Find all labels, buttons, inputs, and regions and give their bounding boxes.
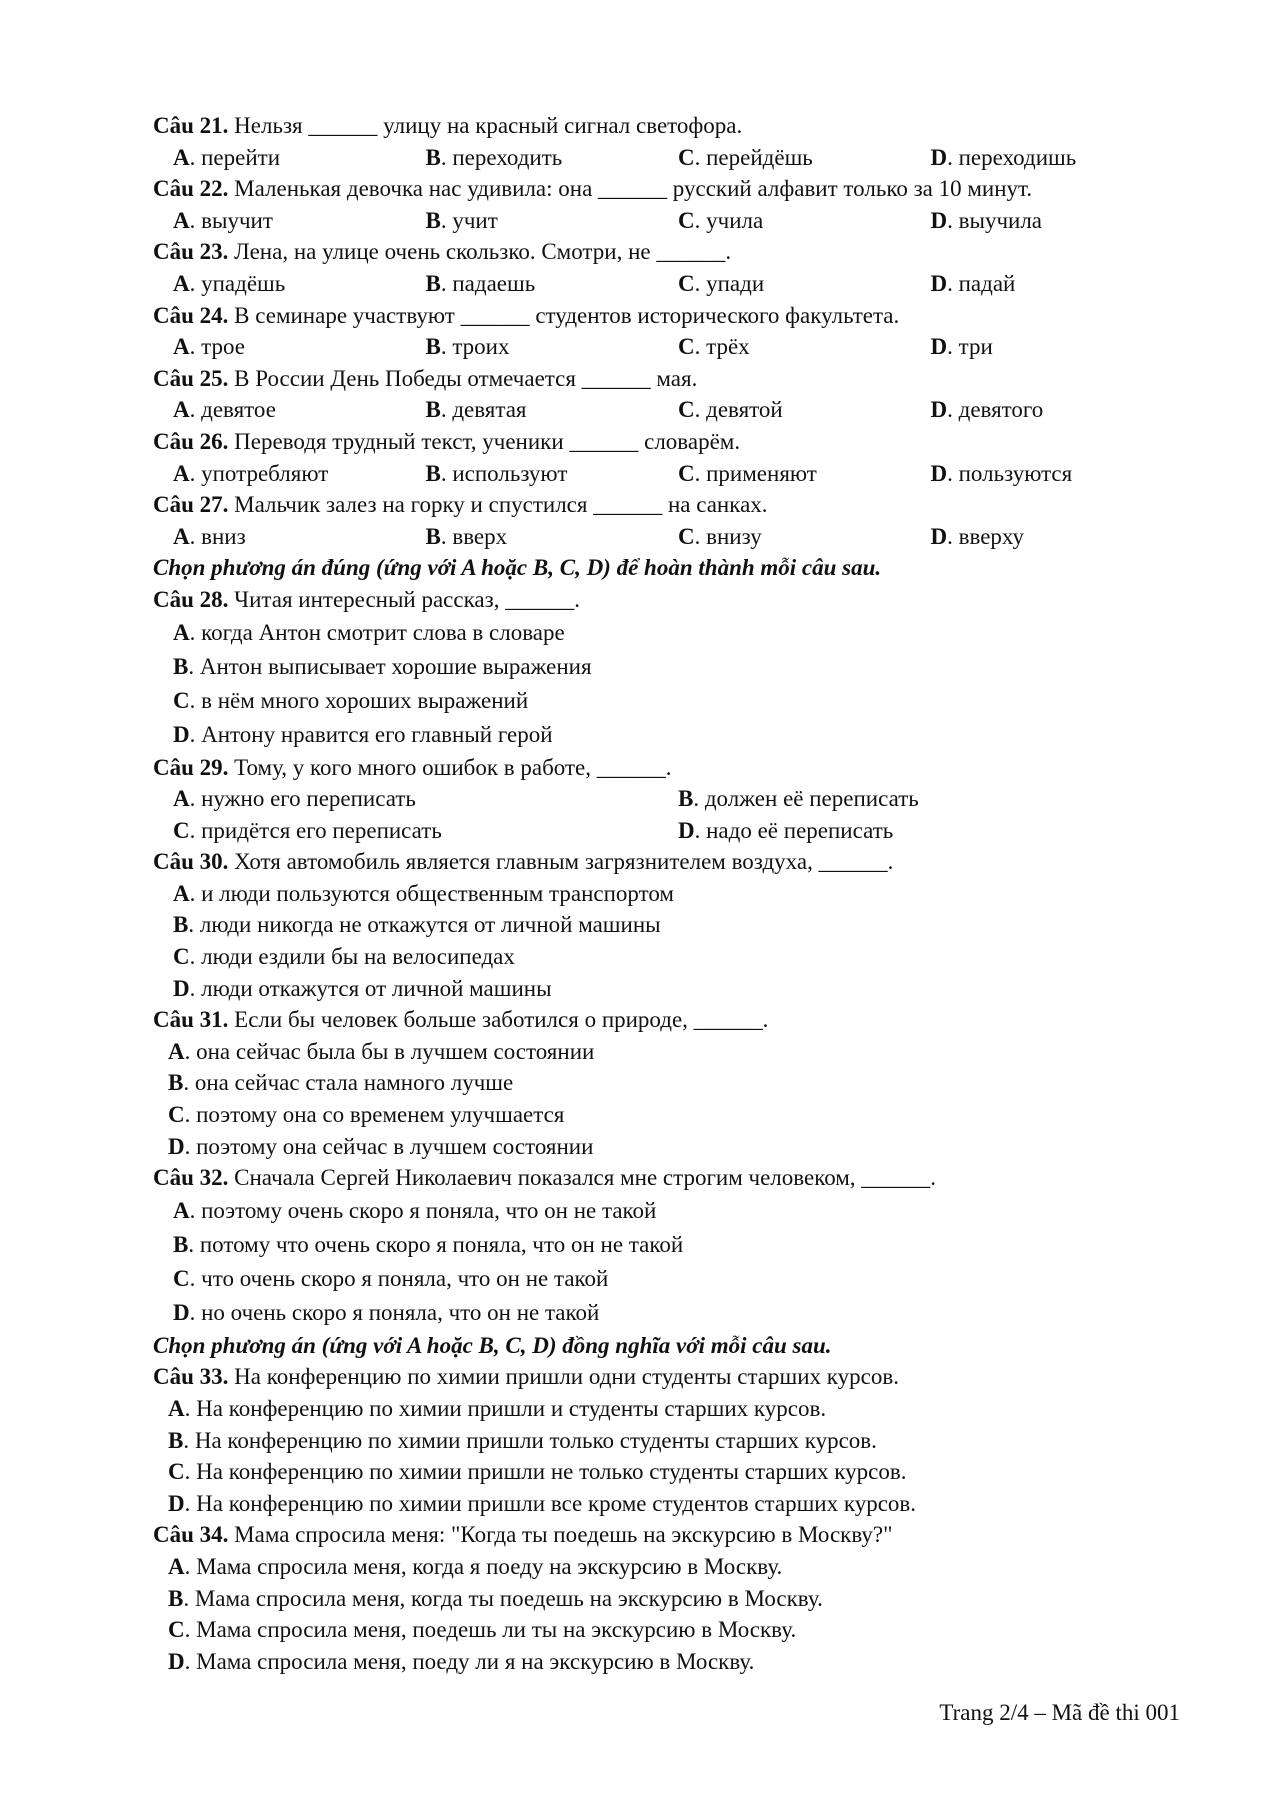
option-text: . учит <box>440 207 498 233</box>
question-text: Читая интересный рассказ, ______. <box>234 586 580 612</box>
options-row <box>153 650 1183 684</box>
option-letter: C <box>678 144 695 170</box>
answer-option <box>173 1198 656 1223</box>
option-text: . потому что очень скоро я поняла, что он не такой <box>188 1231 684 1257</box>
option-letter: C <box>678 460 695 486</box>
options-row <box>153 1583 1183 1615</box>
option-text: . должен её переписать <box>693 786 919 812</box>
question-text: Маленькая девочка нас удивила: она ______ русский алфавит только за 10 минут. <box>234 176 1033 202</box>
option-letter: C <box>168 1617 185 1643</box>
option-letter: C <box>173 1265 190 1291</box>
answer-option <box>678 205 931 237</box>
answer-option <box>678 394 931 426</box>
option-letter: A <box>173 207 190 233</box>
options-row <box>153 1262 1183 1296</box>
option-letter: A <box>168 1038 185 1064</box>
option-text: . Мама спросила меня, когда я поеду на экскурсию в Москву. <box>184 1553 783 1579</box>
options-row <box>153 941 1183 973</box>
options-row <box>153 815 1183 847</box>
option-letter: B <box>168 1585 184 1611</box>
option-letter: C <box>173 944 190 970</box>
question-number: Câu 32. <box>153 1165 229 1191</box>
option-text: . люди ездили бы на велосипедах <box>189 944 515 970</box>
question-number: Câu 31. <box>153 1007 229 1033</box>
question-stem <box>153 1004 1183 1036</box>
options-row <box>153 394 1183 426</box>
option-text: . она сейчас была бы в лучшем состоянии <box>184 1038 595 1064</box>
question-number: Câu 21. <box>153 113 229 138</box>
option-text: . вниз <box>189 523 246 549</box>
option-text: . Мама спросила меня, поедешь ли ты на экскурсию в Москву. <box>184 1617 797 1643</box>
option-text: . выучила <box>947 207 1042 233</box>
options-row <box>153 1488 1183 1520</box>
question-text: Если бы человек больше заботился о природе, ______. <box>234 1007 769 1033</box>
answer-option <box>168 1134 593 1159</box>
answer-option <box>173 944 515 969</box>
answer-option <box>168 1491 916 1516</box>
answer-option <box>426 331 679 363</box>
question-number: Câu 23. <box>153 239 229 265</box>
answer-option <box>678 142 931 174</box>
option-text: . внизу <box>694 523 762 549</box>
option-text: . надо её переписать <box>694 817 894 843</box>
option-text: . нужно его переписать <box>189 786 416 812</box>
option-text: . перейти <box>189 144 281 170</box>
page-footer: Trang 2/4 – Mã đề thi 001 <box>939 1700 1180 1725</box>
option-text: . учила <box>694 207 764 233</box>
option-text: . придётся его переписать <box>189 817 442 843</box>
option-letter: A <box>173 786 190 812</box>
option-letter: B <box>425 270 441 296</box>
option-letter: D <box>930 144 948 170</box>
option-letter: A <box>173 619 190 645</box>
question-text: В России День Победы отмечается ______ мая. <box>234 365 698 391</box>
answer-option <box>426 205 679 237</box>
answer-option <box>173 331 426 363</box>
option-letter: D <box>173 721 190 747</box>
answer-option <box>168 1554 782 1579</box>
answer-option <box>168 1428 877 1453</box>
option-letter: C <box>678 523 695 549</box>
options-row <box>153 1614 1183 1646</box>
option-letter: D <box>930 397 948 423</box>
question-text: Тому, у кого много ошибок в работе, ______. <box>234 754 672 780</box>
options-row <box>153 1131 1183 1163</box>
answer-option <box>173 912 661 937</box>
answer-option <box>678 458 931 490</box>
option-letter: B <box>168 1427 184 1453</box>
answer-option <box>426 521 679 553</box>
option-letter: B <box>168 1070 184 1096</box>
option-letter: C <box>173 817 190 843</box>
question-text: Нельзя ______ улицу на красный сигнал светофора. <box>234 113 743 138</box>
option-text: . Мама спросила меня, поеду ли я на экскурсию в Москву. <box>184 1648 755 1674</box>
options-row <box>153 616 1183 650</box>
options-row <box>153 205 1183 237</box>
options-row <box>153 521 1183 553</box>
option-text: . падай <box>947 270 1016 296</box>
options-row <box>153 1099 1183 1131</box>
question-number: Câu 27. <box>153 492 229 518</box>
option-text: . поэтому она со временем улучшается <box>184 1102 565 1128</box>
answer-option <box>173 458 426 490</box>
answer-option <box>168 1070 513 1095</box>
option-text: . упади <box>694 270 765 296</box>
option-letter: B <box>678 786 694 812</box>
option-text: . три <box>947 334 993 360</box>
answer-option <box>173 394 426 426</box>
answer-option <box>173 1232 683 1257</box>
option-letter: C <box>678 334 695 360</box>
options-row <box>153 1228 1183 1262</box>
answer-option <box>173 815 678 847</box>
options-row <box>153 1425 1183 1457</box>
answer-option <box>168 1459 906 1484</box>
question-stem <box>153 173 1183 205</box>
question-text: Лена, на улице очень скользко. Смотри, не ______. <box>234 239 732 265</box>
option-letter: D <box>173 1299 190 1325</box>
answer-option <box>931 142 1184 174</box>
answer-option <box>173 1266 608 1291</box>
question-stem <box>153 363 1183 395</box>
answer-option <box>173 1300 599 1325</box>
section-instruction: Chọn phương án (ứng với A hoặc B, C, D) đồng nghĩa với mỗi câu sau. <box>153 1332 832 1358</box>
answer-option <box>168 1039 594 1064</box>
options-row <box>153 1296 1183 1330</box>
option-text: . используют <box>440 460 568 486</box>
answer-option <box>173 976 552 1001</box>
option-letter: D <box>930 523 948 549</box>
options-row <box>153 1036 1183 1068</box>
option-text: . Антон выписывает хорошие выражения <box>188 653 592 679</box>
answer-option <box>678 331 931 363</box>
option-text: . троих <box>440 334 510 360</box>
options-row <box>153 909 1183 941</box>
answer-option <box>426 394 679 426</box>
question-text: Мальчик залез на горку и спустился ______ на санках. <box>234 492 768 518</box>
question-stem <box>153 110 1183 142</box>
option-letter: B <box>425 523 441 549</box>
answer-option <box>168 1649 754 1674</box>
answer-option <box>168 1396 826 1421</box>
option-text: . девятое <box>189 397 276 423</box>
question-number: Câu 24. <box>153 302 229 328</box>
options-row <box>153 142 1183 174</box>
option-letter: B <box>173 653 189 679</box>
question-stem <box>153 489 1183 521</box>
question-number: Câu 34. <box>153 1522 229 1548</box>
option-letter: B <box>425 460 441 486</box>
option-letter: A <box>173 880 190 906</box>
option-text: . когда Антон смотрит слова в словаре <box>189 619 565 645</box>
option-letter: C <box>168 1102 185 1128</box>
answer-option <box>168 1617 796 1642</box>
question-stem <box>153 1361 1183 1393</box>
option-letter: B <box>173 1231 189 1257</box>
question-text: На конференцию по химии пришли одни студенты старших курсов. <box>234 1364 899 1390</box>
option-text: . На конференцию по химии пришли все кроме студентов старших курсов. <box>184 1490 917 1516</box>
option-letter: D <box>930 270 948 296</box>
option-text: . На конференцию по химии пришли и студенты старших курсов. <box>184 1396 827 1421</box>
answer-option <box>426 458 679 490</box>
option-letter: D <box>168 1490 185 1516</box>
question-number: Câu 26. <box>153 428 229 454</box>
option-letter: A <box>173 397 190 423</box>
option-text: . На конференцию по химии пришли только студенты старших курсов. <box>183 1427 877 1453</box>
option-text: . трёх <box>694 334 750 360</box>
question-number: Câu 29. <box>153 754 229 780</box>
question-stem <box>153 1519 1183 1551</box>
option-letter: B <box>425 397 441 423</box>
option-letter: C <box>173 687 190 713</box>
question-text: Сначала Сергей Николаевич показался мне строгим человеком, ______. <box>234 1165 937 1191</box>
options-row <box>153 1551 1183 1583</box>
answer-option <box>931 205 1184 237</box>
answer-option <box>931 268 1184 300</box>
answer-option <box>168 1586 823 1611</box>
question-stem <box>153 300 1183 332</box>
options-row <box>153 1067 1183 1099</box>
options-row <box>153 973 1183 1005</box>
question-stem <box>153 752 1183 784</box>
answer-option <box>931 331 1184 363</box>
answer-option <box>931 394 1184 426</box>
option-text: . люди откажутся от личной машины <box>189 975 552 1001</box>
option-text: . поэтому очень скоро я поняла, что он не такой <box>189 1197 657 1223</box>
question-number: Câu 25. <box>153 365 229 391</box>
option-letter: B <box>425 334 441 360</box>
option-letter: A <box>173 460 190 486</box>
option-text: . в нём много хороших выражений <box>189 687 529 713</box>
option-letter: C <box>168 1459 185 1485</box>
option-letter: A <box>168 1553 185 1579</box>
answer-option <box>173 881 674 906</box>
options-row <box>153 268 1183 300</box>
question-number: Câu 30. <box>153 849 229 875</box>
option-letter: A <box>173 144 190 170</box>
question-stem <box>153 236 1183 268</box>
option-text: . она сейчас стала намного лучше <box>183 1070 514 1096</box>
question-stem <box>153 846 1183 878</box>
option-text: . пользуются <box>947 460 1073 486</box>
question-text: Переводя трудный текст, ученики ______ словарём. <box>234 428 741 454</box>
option-text: . Антону нравится его главный герой <box>189 721 553 747</box>
option-letter: C <box>678 270 695 296</box>
option-text: . падаешь <box>440 270 536 296</box>
answer-option <box>168 1102 564 1127</box>
options-row <box>153 1194 1183 1228</box>
answer-option <box>678 268 931 300</box>
options-row <box>153 1456 1183 1488</box>
answer-option <box>678 521 931 553</box>
option-text: . выучит <box>189 207 273 233</box>
option-text: . вверху <box>947 523 1025 549</box>
option-letter: C <box>678 397 695 423</box>
option-letter: A <box>173 270 190 296</box>
answer-option <box>173 722 553 747</box>
option-text: . и люди пользуются общественным транспортом <box>189 880 674 906</box>
option-letter: D <box>173 975 190 1001</box>
option-text: . вверх <box>440 523 508 549</box>
answer-option <box>426 142 679 174</box>
option-letter: A <box>173 1197 190 1223</box>
option-letter: A <box>173 523 190 549</box>
answer-option <box>173 205 426 237</box>
section-instruction: Chọn phương án đúng (ứng với A hoặc B, C, D) để hoàn thành mỗi câu sau. <box>153 555 882 581</box>
answer-option <box>173 654 592 679</box>
answer-option <box>173 783 678 815</box>
options-row <box>153 783 1183 815</box>
question-stem <box>153 426 1183 458</box>
question-stem <box>153 584 1183 616</box>
options-row <box>153 331 1183 363</box>
option-letter: D <box>168 1133 185 1159</box>
question-text: В семинаре участвуют ______ студентов исторического факультета. <box>234 302 900 328</box>
option-letter: C <box>678 207 695 233</box>
option-text: . переходишь <box>947 144 1077 170</box>
option-text: . девятая <box>440 397 527 423</box>
answer-option <box>173 688 528 713</box>
options-row <box>153 1646 1183 1678</box>
option-letter: A <box>173 334 190 360</box>
option-letter: D <box>930 207 948 233</box>
option-letter: D <box>930 460 948 486</box>
option-text: . поэтому она сейчас в лучшем состоянии <box>184 1133 594 1159</box>
option-letter: B <box>173 912 189 938</box>
question-number: Câu 28. <box>153 586 229 612</box>
answer-option <box>173 521 426 553</box>
question-number: Câu 33. <box>153 1364 229 1390</box>
option-text: . трое <box>189 334 245 360</box>
option-letter: D <box>930 334 948 360</box>
option-text: . употребляют <box>189 460 329 486</box>
option-text: . На конференцию по химии пришли не только студенты старших курсов. <box>184 1459 907 1485</box>
options-row <box>153 684 1183 718</box>
answer-option <box>426 268 679 300</box>
answer-option <box>678 815 1183 847</box>
option-text: . девятой <box>694 397 783 423</box>
question-stem <box>153 1162 1183 1194</box>
option-letter: D <box>678 817 695 843</box>
options-row <box>153 458 1183 490</box>
question-number: Câu 22. <box>153 176 229 202</box>
option-text: . Мама спросила меня, когда ты поедешь на экскурсию в Москву. <box>183 1585 823 1611</box>
option-text: . перейдёшь <box>694 144 813 170</box>
option-letter: B <box>425 207 441 233</box>
option-text: . упадёшь <box>189 270 286 296</box>
answer-option <box>931 458 1184 490</box>
answer-option <box>931 521 1184 553</box>
question-text: Хотя автомобиль является главным загрязнителем воздуха, ______. <box>234 849 894 875</box>
options-row <box>153 878 1183 910</box>
option-text: . девятого <box>947 397 1044 423</box>
option-letter: B <box>425 144 441 170</box>
question-text: Мама спросила меня: "Когда ты поедешь на экскурсию в Москву?" <box>234 1522 893 1548</box>
answer-option <box>173 142 426 174</box>
option-text: . но очень скоро я поняла, что он не такой <box>189 1299 600 1325</box>
exam-page <box>153 110 1183 1677</box>
option-text: . люди никогда не откажутся от личной машины <box>188 912 661 938</box>
option-letter: A <box>168 1396 185 1421</box>
options-row <box>153 718 1183 752</box>
answer-option <box>173 620 565 645</box>
option-letter: D <box>168 1648 185 1674</box>
option-text: . что очень скоро я поняла, что он не такой <box>189 1265 609 1291</box>
answer-option <box>678 783 1183 815</box>
answer-option <box>173 268 426 300</box>
option-text: . переходить <box>440 144 563 170</box>
options-row <box>153 1393 1183 1425</box>
option-text: . применяют <box>694 460 817 486</box>
